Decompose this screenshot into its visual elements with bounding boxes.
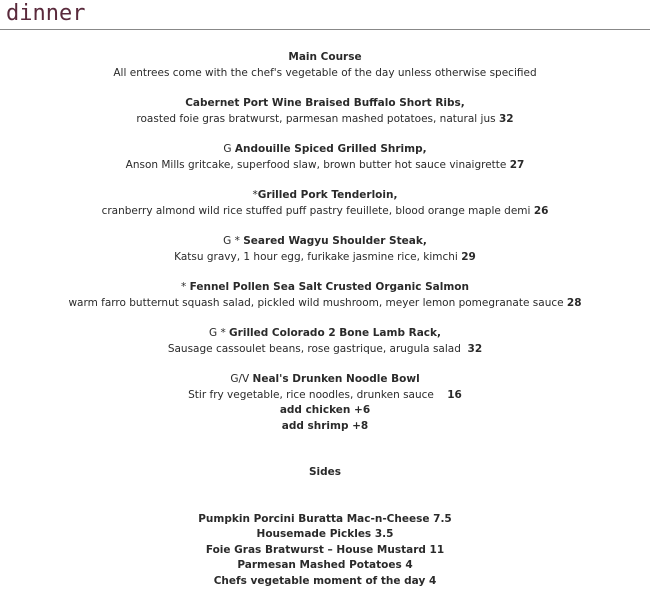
side-item: Pumpkin Porcini Buratta Mac-n-Cheese 7.5 (198, 512, 452, 525)
item-prefix: * (181, 281, 190, 293)
item-price: 32 (498, 112, 514, 125)
menu-item (0, 372, 650, 434)
side-item: Foie Gras Bratwurst – House Mustard 11 (205, 543, 445, 556)
header-divider (0, 29, 650, 30)
side-item: Chefs vegetable moment of the day 4 (213, 574, 437, 587)
item-price: 28 (566, 296, 582, 309)
item-description: roasted foie gras bratwurst, parmesan mashed potatoes, natural jus (136, 112, 496, 125)
item-name: Neal's Drunken Noodle Bowl (252, 373, 420, 385)
item-prefix: G (223, 143, 235, 155)
item-price: 32 (467, 342, 483, 355)
item-addon: add shrimp +8 (281, 419, 369, 432)
item-addon: add chicken +6 (279, 404, 371, 416)
item-prefix: * (252, 189, 258, 201)
item-description: Sausage cassoulet beans, rose gastrique, arugula salad (167, 342, 461, 355)
sides-section (0, 465, 650, 589)
side-item: Parmesan Mashed Potatoes 4 (237, 559, 413, 571)
item-prefix: G/V (230, 373, 253, 385)
item-prefix: G * (208, 327, 230, 339)
item-prefix: G * (223, 235, 244, 247)
item-price: 26 (533, 204, 549, 217)
item-description: cranberry almond wild rice stuffed puff pastry feuillete, blood orange maple demi (101, 204, 531, 217)
item-description: Katsu gravy, 1 hour egg, furikake jasmine rice, kimchi (174, 250, 458, 263)
item-name: Grilled Pork Tenderloin, (257, 189, 398, 201)
menu-item (0, 326, 650, 357)
item-description: warm farro butternut squash salad, pickled wild mushroom, meyer lemon pomegranate sauce (68, 296, 564, 309)
section-subtitle: All entrees come with the chef's vegetable of the day unless otherwise specified (113, 66, 537, 79)
section-title-main-course: Main Course (288, 51, 362, 63)
item-name: Grilled Colorado 2 Bone Lamb Rack, (229, 327, 442, 339)
item-name: Cabernet Port Wine Braised Buffalo Short Ribs, (185, 97, 465, 109)
item-description: Stir fry vegetable, rice noodles, drunken sauce (188, 388, 434, 401)
main-course-section (0, 50, 650, 81)
menu-item (0, 96, 650, 127)
menu-item (0, 280, 650, 311)
item-name: Andouille Spiced Grilled Shrimp, (234, 143, 427, 155)
menu-item (0, 234, 650, 265)
item-name: Seared Wagyu Shoulder Steak, (243, 235, 427, 247)
item-price: 16 (447, 388, 462, 401)
item-price: 27 (509, 158, 525, 171)
menu-item (0, 142, 650, 173)
item-price: 29 (461, 250, 476, 263)
item-name: Fennel Pollen Sea Salt Crusted Organic Salmon (189, 281, 469, 293)
sides-list (0, 512, 650, 590)
side-item: Housemade Pickles 3.5 (256, 528, 394, 540)
page-title: dinner (6, 1, 86, 26)
menu-content (0, 50, 650, 589)
page-header (0, 0, 650, 32)
item-description: Anson Mills gritcake, superfood slaw, brown butter hot sauce vinaigrette (125, 158, 507, 171)
section-title-sides: Sides (308, 466, 342, 478)
menu-item (0, 188, 650, 219)
